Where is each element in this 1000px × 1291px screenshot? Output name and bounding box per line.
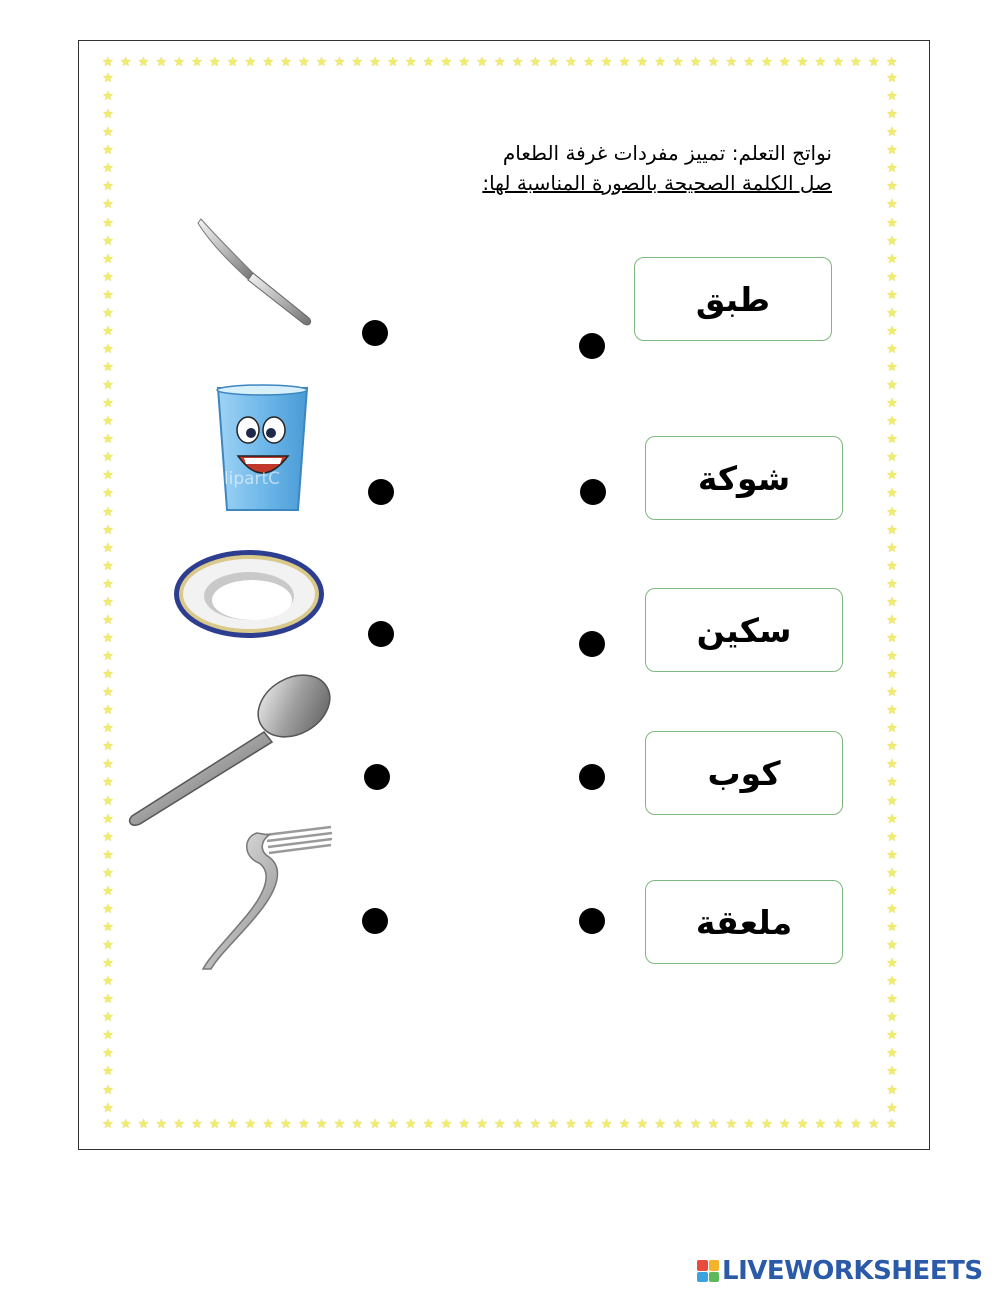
star-icon: ★ — [886, 450, 898, 466]
star-icon: ★ — [886, 143, 898, 159]
star-icon: ★ — [529, 1117, 542, 1132]
star-icon: ★ — [886, 161, 898, 177]
star-icon: ★ — [102, 775, 114, 791]
star-icon: ★ — [102, 143, 114, 159]
star-icon: ★ — [582, 55, 595, 70]
star-icon: ★ — [102, 414, 114, 430]
star-icon: ★ — [102, 161, 114, 177]
star-icon: ★ — [582, 1117, 595, 1132]
star-icon: ★ — [778, 1117, 791, 1132]
star-icon: ★ — [102, 793, 114, 809]
star-icon: ★ — [102, 992, 114, 1008]
star-icon: ★ — [102, 269, 114, 285]
star-icon: ★ — [315, 1117, 328, 1132]
star-icon: ★ — [315, 55, 328, 70]
star-icon: ★ — [102, 757, 114, 773]
star-icon: ★ — [102, 360, 114, 375]
star-icon: ★ — [886, 974, 898, 990]
star-icon: ★ — [404, 1117, 417, 1132]
star-icon: ★ — [689, 55, 702, 70]
word-box-cup[interactable]: كوب — [645, 731, 843, 815]
picture-dot-3[interactable] — [368, 621, 394, 647]
star-icon: ★ — [886, 287, 898, 303]
word-dot-2[interactable] — [580, 479, 606, 505]
star-icon: ★ — [422, 55, 435, 70]
star-icon: ★ — [102, 558, 114, 574]
star-icon: ★ — [886, 883, 898, 899]
star-icon: ★ — [886, 938, 898, 953]
star-icon: ★ — [369, 1117, 381, 1132]
star-icon: ★ — [886, 323, 898, 339]
star-icon: ★ — [476, 1117, 488, 1132]
star-icon: ★ — [886, 757, 898, 773]
star-icon: ★ — [102, 341, 114, 357]
star-icon: ★ — [886, 956, 898, 972]
star-icon: ★ — [886, 125, 898, 141]
star-icon: ★ — [458, 55, 470, 70]
star-icon: ★ — [743, 1117, 755, 1132]
star-border-top — [102, 55, 898, 71]
star-icon: ★ — [600, 1117, 613, 1132]
star-icon: ★ — [102, 1100, 114, 1116]
star-icon: ★ — [886, 667, 898, 683]
star-icon: ★ — [529, 55, 542, 70]
star-icon: ★ — [244, 55, 257, 70]
word-dot-3[interactable] — [579, 631, 605, 657]
star-icon: ★ — [886, 360, 898, 375]
star-icon: ★ — [886, 1046, 898, 1062]
picture-dot-1[interactable] — [362, 320, 388, 346]
star-icon: ★ — [886, 504, 898, 520]
star-icon: ★ — [886, 486, 898, 502]
star-icon: ★ — [886, 739, 898, 755]
star-icon: ★ — [886, 721, 898, 737]
star-icon: ★ — [102, 703, 114, 719]
star-icon: ★ — [886, 432, 898, 448]
star-icon: ★ — [886, 576, 898, 592]
star-icon: ★ — [102, 287, 114, 303]
star-icon: ★ — [886, 71, 898, 86]
picture-dot-5[interactable] — [362, 908, 388, 934]
star-icon: ★ — [850, 55, 862, 70]
star-icon: ★ — [102, 829, 114, 845]
star-icon: ★ — [886, 1028, 898, 1044]
star-icon: ★ — [102, 71, 114, 86]
star-icon: ★ — [886, 107, 898, 123]
star-icon: ★ — [886, 847, 898, 863]
glass-icon — [210, 382, 315, 517]
star-icon: ★ — [102, 594, 114, 610]
star-icon: ★ — [886, 1082, 898, 1098]
word-box-spoon[interactable]: ملعقة — [645, 880, 843, 964]
star-icon: ★ — [102, 811, 114, 827]
star-icon: ★ — [208, 1117, 221, 1132]
star-icon: ★ — [618, 1117, 631, 1132]
star-icon: ★ — [102, 667, 114, 683]
star-icon: ★ — [102, 1028, 114, 1044]
word-dot-4[interactable] — [579, 764, 605, 790]
star-icon: ★ — [102, 1117, 114, 1132]
star-icon: ★ — [796, 55, 809, 70]
star-icon: ★ — [102, 1064, 114, 1080]
star-icon: ★ — [102, 504, 114, 520]
star-icon: ★ — [102, 125, 114, 141]
star-icon: ★ — [493, 55, 506, 70]
picture-dot-4[interactable] — [364, 764, 390, 790]
star-icon: ★ — [102, 107, 114, 123]
star-icon: ★ — [886, 197, 898, 213]
logo-text: LIVEWORKSHEETS — [722, 1256, 983, 1286]
star-icon: ★ — [493, 1117, 506, 1132]
star-icon: ★ — [886, 919, 898, 935]
star-icon: ★ — [886, 829, 898, 845]
star-icon: ★ — [102, 396, 114, 412]
star-icon: ★ — [208, 55, 221, 70]
star-icon: ★ — [102, 1082, 114, 1098]
star-icon: ★ — [600, 55, 613, 70]
star-icon: ★ — [886, 865, 898, 881]
word-box-knife[interactable]: سكين — [645, 588, 843, 672]
star-icon: ★ — [351, 1117, 364, 1132]
star-icon: ★ — [102, 1046, 114, 1062]
learning-objective: نواتج التعلم: تمييز مفردات غرفة الطعام — [502, 141, 832, 165]
star-icon: ★ — [226, 55, 239, 70]
star-icon: ★ — [191, 1117, 203, 1132]
star-icon: ★ — [886, 1100, 898, 1116]
star-icon: ★ — [102, 179, 114, 195]
star-icon: ★ — [369, 55, 381, 70]
star-icon: ★ — [814, 55, 827, 70]
star-icon: ★ — [886, 378, 898, 394]
star-icon: ★ — [102, 865, 114, 881]
star-icon: ★ — [547, 55, 559, 70]
star-icon: ★ — [297, 55, 310, 70]
star-icon: ★ — [886, 341, 898, 357]
star-icon: ★ — [102, 938, 114, 953]
star-icon: ★ — [886, 612, 898, 628]
star-icon: ★ — [102, 901, 114, 917]
star-border-left — [100, 71, 116, 1117]
star-border-bottom — [102, 1117, 898, 1133]
knife-icon — [195, 215, 320, 330]
liveworksheets-logo[interactable] — [697, 1256, 983, 1286]
star-icon: ★ — [886, 522, 898, 538]
star-icon: ★ — [173, 55, 185, 70]
star-icon: ★ — [886, 685, 898, 701]
star-icon: ★ — [280, 55, 292, 70]
star-icon: ★ — [155, 1117, 168, 1132]
star-icon: ★ — [867, 55, 880, 70]
star-icon: ★ — [886, 233, 898, 249]
star-icon: ★ — [886, 89, 898, 105]
star-icon: ★ — [476, 55, 488, 70]
word-box-fork[interactable]: شوكة — [645, 436, 843, 520]
star-icon: ★ — [778, 55, 791, 70]
star-icon: ★ — [565, 1117, 577, 1132]
picture-dot-2[interactable] — [368, 479, 394, 505]
star-icon: ★ — [636, 55, 649, 70]
star-icon: ★ — [102, 721, 114, 737]
star-icon: ★ — [102, 919, 114, 935]
star-icon: ★ — [102, 197, 114, 213]
star-icon: ★ — [886, 251, 898, 267]
star-icon: ★ — [102, 630, 114, 646]
star-icon: ★ — [814, 1117, 827, 1132]
star-icon: ★ — [102, 1010, 114, 1026]
star-icon: ★ — [886, 179, 898, 195]
star-icon: ★ — [102, 739, 114, 755]
star-icon: ★ — [119, 1117, 132, 1132]
star-icon: ★ — [886, 215, 898, 231]
star-icon: ★ — [102, 251, 114, 267]
fork-icon — [195, 823, 335, 973]
star-icon: ★ — [832, 1117, 844, 1132]
star-icon: ★ — [102, 576, 114, 592]
star-icon: ★ — [173, 1117, 185, 1132]
star-icon: ★ — [886, 594, 898, 610]
star-icon: ★ — [636, 1117, 649, 1132]
star-icon: ★ — [102, 55, 114, 70]
word-dot-1[interactable] — [579, 333, 605, 359]
star-icon: ★ — [280, 1117, 292, 1132]
star-icon: ★ — [689, 1117, 702, 1132]
star-icon: ★ — [226, 1117, 239, 1132]
star-icon: ★ — [832, 55, 844, 70]
star-icon: ★ — [262, 55, 274, 70]
star-icon: ★ — [886, 540, 898, 556]
instruction-text: صل الكلمة الصحيحة بالصورة المناسبة لها: — [482, 171, 832, 195]
star-icon: ★ — [102, 540, 114, 556]
star-icon: ★ — [672, 1117, 684, 1132]
star-icon: ★ — [422, 1117, 435, 1132]
star-icon: ★ — [244, 1117, 257, 1132]
star-icon: ★ — [565, 55, 577, 70]
star-icon: ★ — [102, 612, 114, 628]
logo-mark-icon — [697, 1260, 719, 1282]
star-icon: ★ — [458, 1117, 470, 1132]
word-box-plate[interactable]: طبق — [634, 257, 832, 341]
star-icon: ★ — [886, 468, 898, 484]
star-icon: ★ — [102, 974, 114, 990]
star-icon: ★ — [102, 883, 114, 899]
star-icon: ★ — [440, 55, 453, 70]
star-icon: ★ — [102, 649, 114, 664]
star-icon: ★ — [867, 1117, 880, 1132]
star-icon: ★ — [155, 55, 168, 70]
star-icon: ★ — [387, 55, 399, 70]
star-icon: ★ — [102, 685, 114, 701]
star-icon: ★ — [761, 1117, 773, 1132]
star-icon: ★ — [102, 215, 114, 231]
plate-icon — [172, 548, 327, 640]
word-dot-5[interactable] — [579, 908, 605, 934]
star-icon: ★ — [761, 55, 773, 70]
star-icon: ★ — [387, 1117, 399, 1132]
star-icon: ★ — [511, 55, 524, 70]
star-icon: ★ — [885, 55, 898, 70]
star-icon: ★ — [137, 55, 150, 70]
star-icon: ★ — [102, 378, 114, 394]
star-icon: ★ — [743, 55, 755, 70]
star-icon: ★ — [886, 630, 898, 646]
star-icon: ★ — [886, 1064, 898, 1080]
star-icon: ★ — [102, 233, 114, 249]
star-icon: ★ — [707, 1117, 720, 1132]
star-icon: ★ — [725, 55, 738, 70]
star-icon: ★ — [850, 1117, 862, 1132]
star-icon: ★ — [886, 396, 898, 412]
star-icon: ★ — [654, 1117, 666, 1132]
star-icon: ★ — [886, 992, 898, 1008]
glass-watermark: ClipartC — [212, 469, 281, 489]
star-icon: ★ — [137, 1117, 150, 1132]
star-icon: ★ — [885, 1117, 898, 1132]
star-icon: ★ — [333, 55, 346, 70]
star-icon: ★ — [886, 1010, 898, 1026]
star-icon: ★ — [547, 1117, 559, 1132]
star-icon: ★ — [511, 1117, 524, 1132]
star-icon: ★ — [886, 793, 898, 809]
star-icon: ★ — [102, 522, 114, 538]
star-icon: ★ — [886, 703, 898, 719]
star-icon: ★ — [102, 89, 114, 105]
star-icon: ★ — [886, 414, 898, 430]
star-icon: ★ — [102, 305, 114, 321]
star-icon: ★ — [102, 847, 114, 863]
star-icon: ★ — [262, 1117, 274, 1132]
star-icon: ★ — [618, 55, 631, 70]
star-icon: ★ — [707, 55, 720, 70]
star-icon: ★ — [297, 1117, 310, 1132]
star-icon: ★ — [886, 775, 898, 791]
star-icon: ★ — [886, 649, 898, 664]
star-icon: ★ — [886, 269, 898, 285]
star-icon: ★ — [886, 305, 898, 321]
star-icon: ★ — [886, 558, 898, 574]
star-border-right — [884, 71, 900, 1117]
star-icon: ★ — [351, 55, 364, 70]
star-icon: ★ — [102, 468, 114, 484]
star-icon: ★ — [440, 1117, 453, 1132]
star-icon: ★ — [102, 432, 114, 448]
star-icon: ★ — [725, 1117, 738, 1132]
star-icon: ★ — [796, 1117, 809, 1132]
star-icon: ★ — [102, 486, 114, 502]
worksheet-header — [332, 138, 832, 198]
star-icon: ★ — [119, 55, 132, 70]
star-icon: ★ — [654, 55, 666, 70]
star-icon: ★ — [672, 55, 684, 70]
star-icon: ★ — [404, 55, 417, 70]
star-icon: ★ — [102, 450, 114, 466]
spoon-icon — [124, 672, 336, 830]
star-icon: ★ — [886, 901, 898, 917]
star-icon: ★ — [191, 55, 203, 70]
star-icon: ★ — [333, 1117, 346, 1132]
star-icon: ★ — [102, 956, 114, 972]
star-icon: ★ — [102, 323, 114, 339]
star-icon: ★ — [886, 811, 898, 827]
